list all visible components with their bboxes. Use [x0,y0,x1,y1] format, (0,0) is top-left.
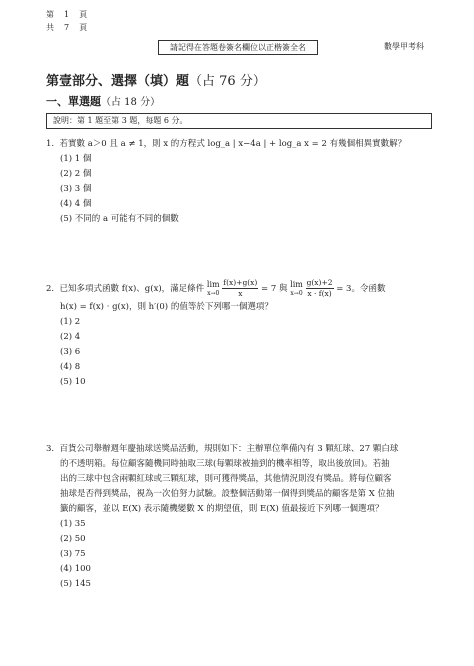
q1-number: 1. [46,139,55,149]
q2-stem-c: h(x) = f(x) · g(x)，則 h′(0) 的值等於下列哪一個選項？ [60,302,273,312]
question-1 [46,137,406,227]
fraction-2: $\frac{g(x)+2}{x \cdot f(x)}$ [306,278,333,298]
subject-label: 數學甲考科 [384,42,424,51]
q1-option-4[interactable]: (4) 4 個 [60,199,92,209]
q3-line-1: 百貨公司舉辦週年慶抽球送獎品活動，規則如下：主辦單位準備內有 3 顆紅球、27 顆白球 [59,444,399,454]
q2-mid: = 7 與 [261,284,288,294]
page-total: 共 7 頁 [46,23,89,32]
page-number [46,8,88,34]
q2-option-2[interactable]: (2) 4 [60,332,81,342]
section-title [46,93,160,109]
q3-number: 3. [46,444,55,454]
part-title-text: 第壹部分、選擇（填）題 [46,74,190,89]
signature-notice: 請記得在答題卷簽名欄位以正楷簽全名 [158,40,318,55]
part-title [46,70,266,89]
question-3 [46,442,436,592]
limit-1: lim x→0 [206,279,220,297]
page-current: 第 1 頁 [46,10,89,19]
q2-stem-a: 已知多項式函數 f(x)、g(x)，滿足條件 [59,284,205,294]
q2-option-3[interactable]: (3) 6 [60,347,81,357]
q3-line-5: 籤的顧客，並以 E(X) 表示隨機變數 X 的期望值，則 E(X) 值最接近下列哪一個選項？ [60,504,384,514]
fraction-1: $\frac{f(x)+g(x)}{x}$ [223,278,258,298]
section-points: （占 18 分） [101,97,161,108]
q1-stem: 若實數 a＞0 且 a ≠ 1，則 x 的方程式 log_a | x−4a | + log_a x = 2 有幾個相異實數解？ [59,139,407,149]
question-2 [46,278,385,390]
q2-option-1[interactable]: (1) 2 [60,317,81,327]
instructions-box: 說明：第 1 題至第 3 題，每題 6 分。 [46,113,432,129]
q2-number: 2. [46,284,55,294]
q3-option-4[interactable]: (4) 100 [60,564,91,574]
q1-option-2[interactable]: (2) 2 個 [60,169,92,179]
q3-option-2[interactable]: (2) 50 [60,534,86,544]
part-points: （占 76 分） [189,74,266,89]
q3-line-2: 的不透明箱。每位顧客隨機同時抽取三球(每顆球被抽到的機率相等，取出後放回)。若抽 [60,459,390,469]
q3-line-4: 抽球是否得到獎品，視為一次伯努力試驗。設整個活動第一個得到獎品的顧客是第 X 位抽 [60,489,395,499]
q2-stem-b: = 3。令函數 [336,284,386,294]
limit-2: lim x→0 [290,279,303,297]
q2-option-5[interactable]: (5) 10 [60,377,86,387]
q3-option-3[interactable]: (3) 75 [60,549,86,559]
q1-option-5[interactable]: (5) 不同的 a 可能有不同的個數 [60,214,179,224]
q1-option-3[interactable]: (3) 3 個 [60,184,92,194]
section-title-text: 一、單選題 [46,95,101,108]
q2-option-4[interactable]: (4) 8 [60,362,81,372]
q3-option-1[interactable]: (1) 35 [60,519,86,529]
q3-option-5[interactable]: (5) 145 [60,579,91,589]
q1-option-1[interactable]: (1) 1 個 [60,154,92,164]
q3-line-3: 出的三球中包含兩顆紅球或三顆紅球，則可獲得獎品，其他情況則沒有獎品。將每位顧客 [60,474,392,484]
